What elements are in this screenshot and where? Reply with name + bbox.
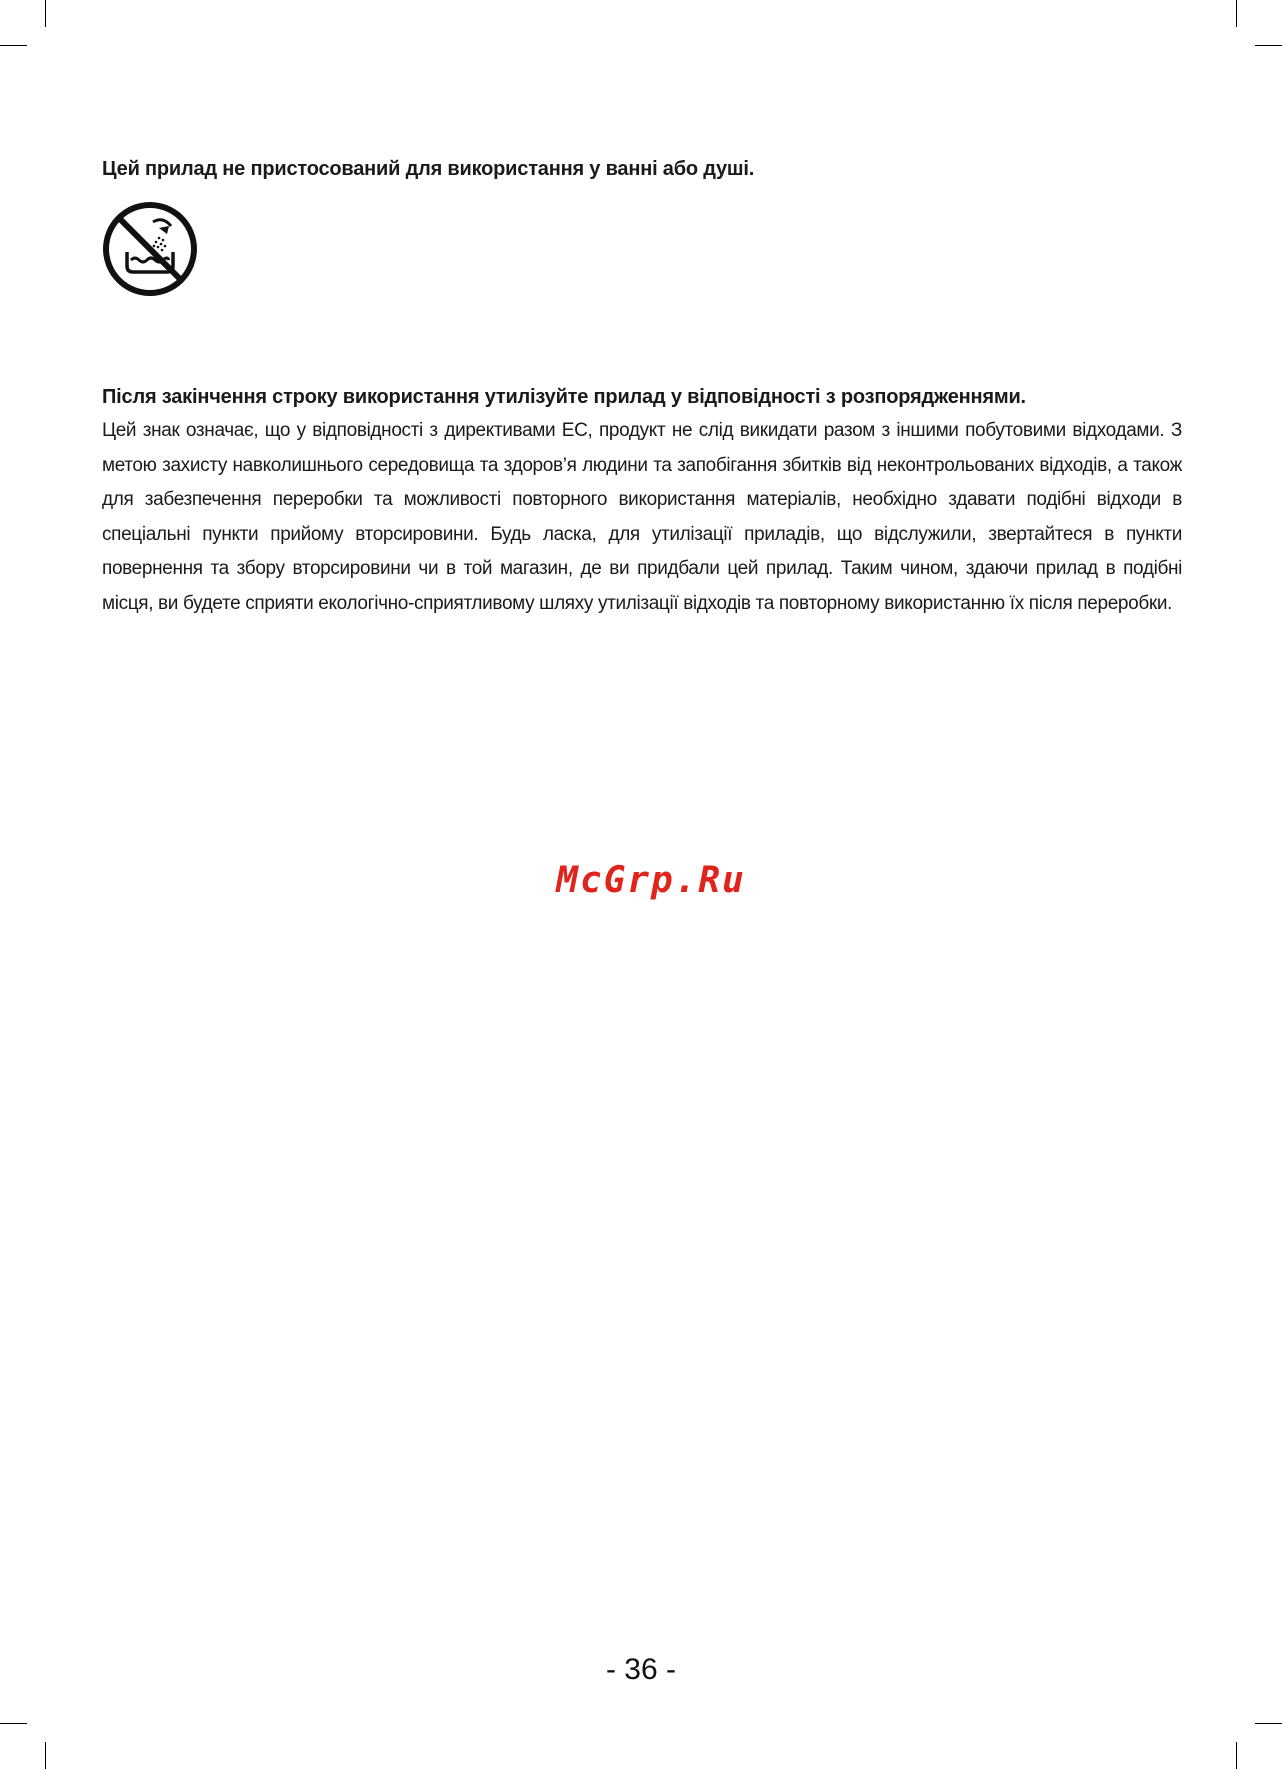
watermark-logo: McGrp.Ru — [556, 860, 746, 901]
crop-mark-bottom-right-h — [1255, 1723, 1282, 1724]
no-bath-icon — [101, 200, 199, 298]
crop-mark-top-left-h — [0, 45, 27, 46]
crop-mark-bottom-right-v — [1236, 1742, 1237, 1769]
disposal-heading: Після закінчення строку використання утилізуйте прилад у відповідності з розпорядженнями. — [102, 386, 1026, 408]
page-number: - 36 - — [605, 1653, 677, 1686]
crop-mark-top-right-v — [1236, 0, 1237, 27]
bath-warning-heading: Цей прилад не пристосований для використання у ванні або душі. — [102, 158, 755, 180]
disposal-body-text: Цей знак означає, що у відповідності з директивами ЕС, продукт не слід викидати разом з іншими побутовими відходами. З метою захисту навколишнього середовища та здоров’я людини та запобігання збитків від неконтрольованих відходів, а також для забезпечення переробки та можливості повторного використання матеріалів, необхідно здавати подібні відходи в спеціальні пункти прийому вторсировини. Будь ласка, для утилізації приладів, що відслужили, звертайтеся в пункти повернення та збору вторсировини чи в той магазин, де ви придбали цей прилад. Таким чином, здаючи прилад в подібні місця, ви будете сприяти екологічно-сприятливому шляху утилізації відходів та повторному використанню їх після переробки. — [102, 420, 1182, 614]
crop-mark-top-right-h — [1255, 45, 1282, 46]
crop-mark-bottom-left-h — [0, 1723, 27, 1724]
crop-mark-top-left-v — [45, 0, 46, 27]
crop-mark-bottom-left-v — [45, 1742, 46, 1769]
